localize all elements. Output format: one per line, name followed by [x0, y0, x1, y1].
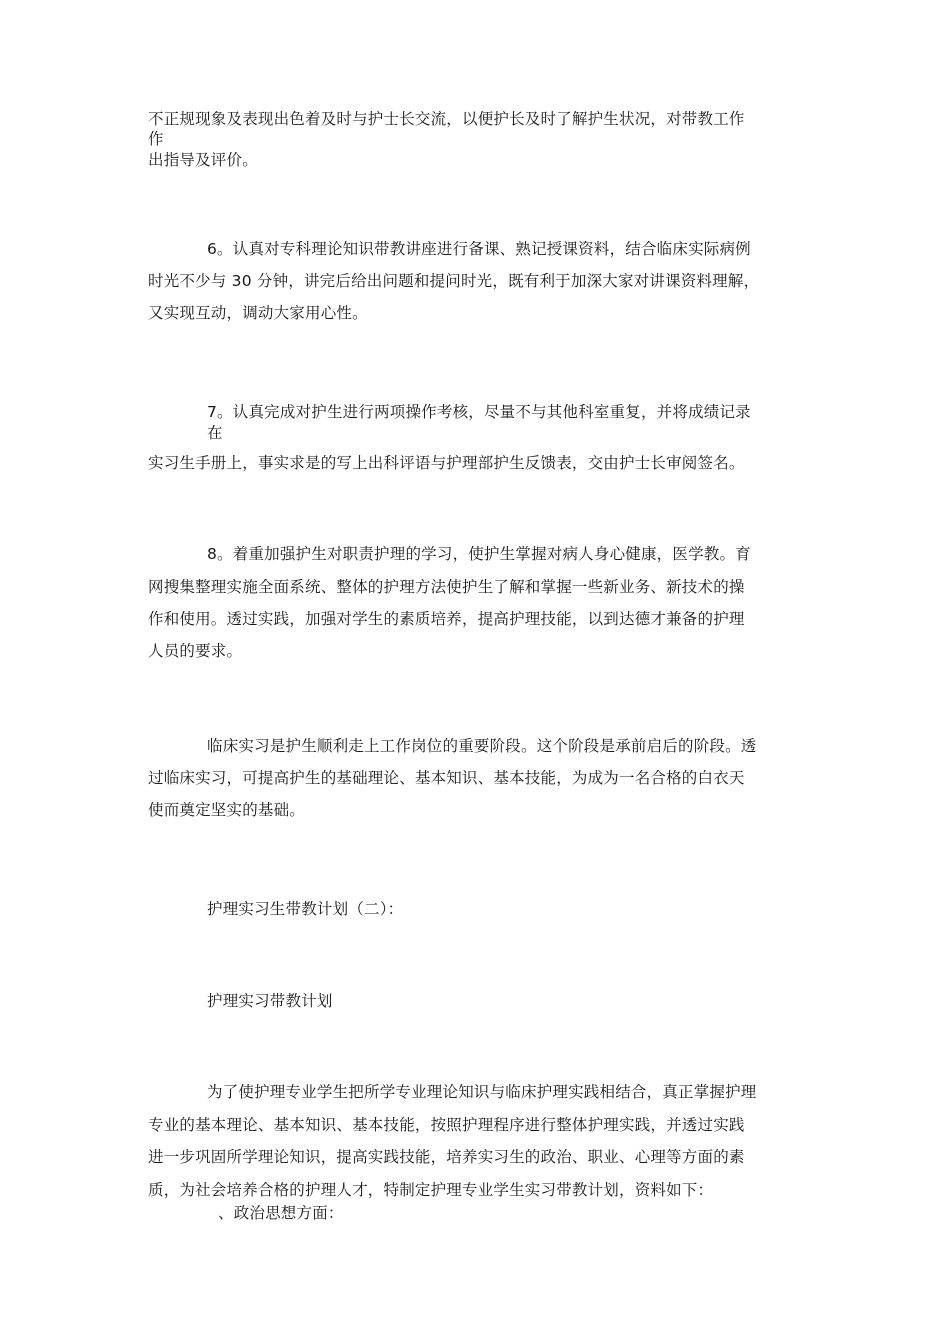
- summary-line: 使而奠定坚实的基础。: [148, 801, 306, 819]
- intro-line: 质，为社会培养合格的护理人才，特制定护理专业学生实习带教计划，资料如下：: [148, 1181, 714, 1199]
- heading-plan: 护理实习带教计划: [207, 992, 333, 1010]
- item-7-line: 7。认真完成对护生进行两项操作考核，尽量不与其他科室重复，并将成绩记录: [207, 403, 751, 421]
- item-7-line: 在: [207, 424, 223, 442]
- paragraph-line: 出指导及评价。: [148, 151, 258, 169]
- summary-line: 过临床实习，可提高护生的基础理论、基本知识、基本技能，为成为一名合格的白衣天: [148, 769, 745, 787]
- intro-line: 为了使护理专业学生把所学专业理论知识与临床护理实践相结合，真正掌握护理: [207, 1083, 757, 1101]
- intro-line: 进一步巩固所学理论知识，提高实践技能，培养实习生的政治、职业、心理等方面的素: [148, 1148, 745, 1166]
- item-6-line: 6。认真对专科理论知识带教讲座进行备课、熟记授课资料，结合临床实际病例: [207, 240, 751, 258]
- item-6-line: 又实现互动，调动大家用心性。: [148, 304, 368, 322]
- intro-line: 专业的基本理论、基本知识、基本技能，按照护理程序进行整体护理实践，并透过实践: [148, 1116, 745, 1134]
- item-8-line: 网搜集整理实施全面系统、整体的护理方法使护生了解和掌握一些新业务、新技术的操: [148, 578, 745, 596]
- summary-line: 临床实习是护生顺利走上工作岗位的重要阶段。这个阶段是承前启后的阶段。透: [207, 737, 757, 755]
- paragraph-line: 不正规现象及表现出色着及时与护士长交流，以便护长及时了解护生状况，对带教工作: [148, 110, 745, 128]
- heading-plan-two: 护理实习生带教计划（二）：: [207, 900, 404, 918]
- item-8-line: 作和使用。透过实践，加强对学生的素质培养，提高护理技能，以到达德才兼备的护理: [148, 610, 745, 628]
- item-7-line: 实习生手册上，事实求是的写上出科评语与护理部护生反馈表，交由护士长审阅签名。: [148, 454, 745, 472]
- item-8-line: 人员的要求。: [148, 642, 243, 660]
- section-political: 、政治思想方面：: [218, 1204, 344, 1222]
- item-8-line: 8。着重加强护生对职责护理的学习，使护生掌握对病人身心健康，医学教。育: [207, 545, 751, 563]
- paragraph-line: 作: [148, 130, 164, 148]
- item-6-line: 时光不少与 30 分钟，讲完后给出问题和提问时光，既有利于加深大家对讲课资料理解，: [148, 272, 760, 290]
